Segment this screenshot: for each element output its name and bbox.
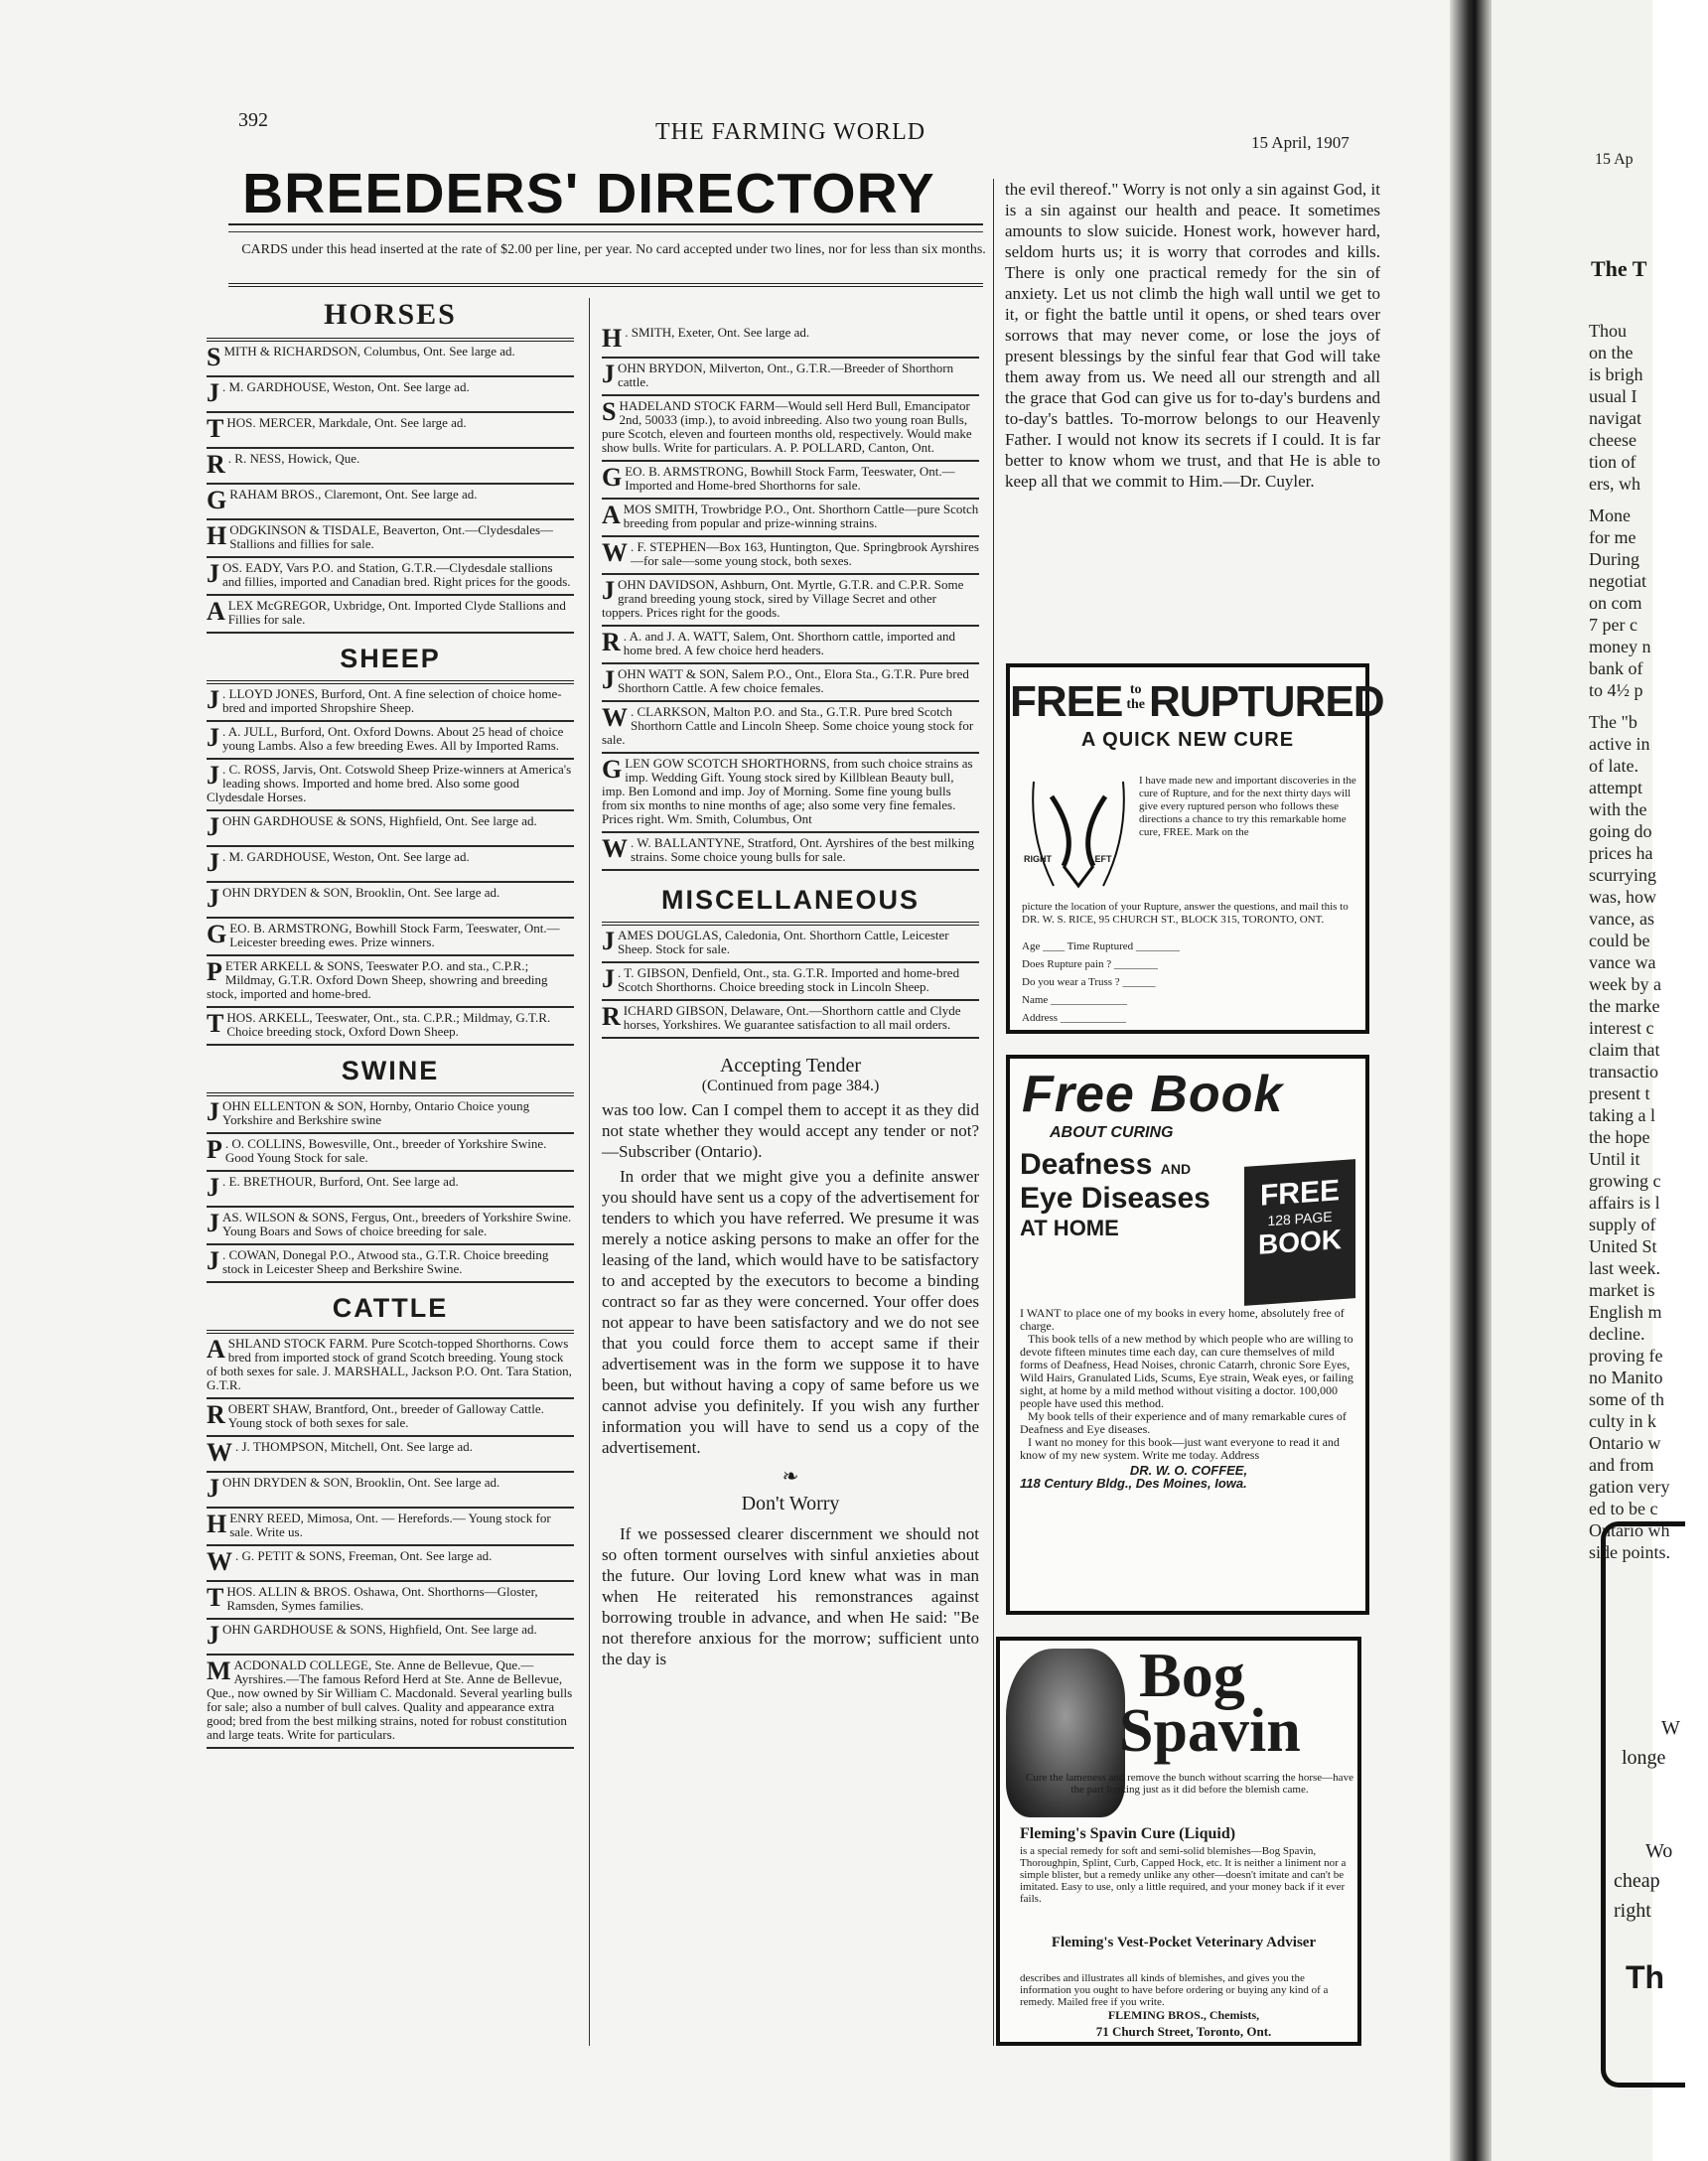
book-free-label: FREE bbox=[1259, 1174, 1340, 1213]
facing-text-line: on com bbox=[1589, 593, 1642, 613]
ad-book-p1: I WANT to place one of my books in every home, absolutely free of charge. bbox=[1020, 1306, 1345, 1333]
initial-letter: J bbox=[207, 761, 219, 790]
entry-text: MITH & RICHARDSON, Columbus, Ont. See large ad. bbox=[223, 344, 515, 359]
cattle-entry bbox=[602, 396, 979, 462]
entry-text: . J. THOMPSON, Mitchell, Ont. See large ad. bbox=[235, 1439, 473, 1454]
ad-book-line-3: AT HOME bbox=[1020, 1216, 1119, 1240]
form-age[interactable]: Age ____ Time Ruptured ________ bbox=[1022, 940, 1180, 952]
entry-text: LEX McGREGOR, Uxbridge, Ont. Imported Clyde Stallions and Fillies for sale. bbox=[227, 598, 566, 627]
entry-text: ODGKINSON & TISDALE, Beaverton, Ont.—Clydesdales—Stallions and fillies for sale. bbox=[229, 522, 554, 551]
initial-letter: J bbox=[207, 559, 219, 588]
facing-page-ad-box bbox=[1601, 1521, 1685, 2088]
section-horses-heading: HORSES bbox=[324, 298, 457, 331]
sheep-list bbox=[207, 684, 574, 1046]
article-tender-para-2: In order that we might give you a definite answer you should have sent us a copy of the advertisement for tenders to which you have referred. We presume it was merely a notice asking persons to make an offer for the leasing of the land, which would have to be satisfactory to and accepted by the executors to become a binding contract so far as they were concerned. Your offer does not appear to have been satisfactory and we do not see that you could force them to accept same if their advertisement was in the form we suppose it to have been, but without having a copy of same before us we cannot advise you definitely. If you wish any further information you will have to send us a copy of the advertisement. bbox=[602, 1167, 979, 1457]
section-rule bbox=[207, 1092, 574, 1096]
initial-letter: R bbox=[602, 628, 621, 656]
facing-text-line: on the bbox=[1589, 343, 1634, 362]
entry-text: . COWAN, Donegal P.O., Atwood sta., G.T.R. Choice breeding stock in Leicester Sheep and Berkshire Swine. bbox=[222, 1247, 549, 1276]
facing-text-line: ed to be c bbox=[1589, 1499, 1658, 1518]
initial-letter: H bbox=[602, 324, 623, 353]
ad-rupture-text-2: picture the location of your Rupture, answer the questions, and mail this to DR. W. S. RICE, 95 CHURCH ST., BLOCK 315, TORONTO, ONT. bbox=[1022, 901, 1349, 926]
book-pages-label: 128 PAGE bbox=[1267, 1208, 1333, 1229]
section-rule bbox=[602, 922, 979, 926]
form-age-label: Age bbox=[1022, 940, 1041, 952]
ad-book-title: Free Book bbox=[1022, 1066, 1284, 1123]
ad-spavin-product: Fleming's Spavin Cure (Liquid) bbox=[1020, 1825, 1236, 1842]
facing-text-line: scurrying bbox=[1589, 865, 1656, 885]
entry-text: . E. BRETHOUR, Burford, Ont. See large ad. bbox=[222, 1174, 459, 1189]
swine-entry bbox=[207, 1172, 574, 1208]
misc-entry bbox=[602, 1001, 979, 1039]
facing-page-date: 15 Ap bbox=[1595, 151, 1634, 168]
article-worry-continued: the evil thereof." Worry is not only a sin against God, it is a sin against our health and peace. It sometimes amounts to slow suicide. Honest work, however hard, seldom hurts us; it is worry that corrodes and kills. There is only one practical remedy for the sin of anxiety. Let us not climb the high wall until we get to it, or fight the battle until it opens, or shed tears over sorrows that may never come, or lose the joys of present blessings by the sinful fear that God will take them away from us. We need all our strength and all the grace that God can give us for to-day's burdens and to-day's battles. To-morrow belongs to our Heavenly Father. I would not know its secrets if I could. It is far better to know whom we trust, and that He is able to keep all that we commit to Him.—Dr. Cuyler. bbox=[1005, 180, 1380, 491]
cattle-entry bbox=[207, 1334, 574, 1399]
entry-text: OHN DAVIDSON, Ashburn, Ont. Myrtle, G.T.R. and C.P.R. Some grand breeding young stock, sired by Village Secret and other toppers. Prices right for the goods. bbox=[602, 577, 964, 620]
sheep-entry bbox=[207, 1008, 574, 1046]
facing-text-line: affairs is l bbox=[1589, 1193, 1660, 1213]
entry-text: OHN DRYDEN & SON, Brooklin, Ont. See large ad. bbox=[222, 885, 500, 900]
horse-entry bbox=[207, 485, 574, 520]
facing-text-line: attempt bbox=[1589, 778, 1642, 797]
ad-rupture-subtitle: A QUICK NEW CURE bbox=[1080, 729, 1295, 751]
directory-title: BREEDERS' DIRECTORY bbox=[242, 162, 935, 225]
entry-text: . F. STEPHEN—Box 163, Huntington, Que. Springbrook Ayrshires—for sale—some young stock, both sexes. bbox=[631, 539, 979, 568]
cattle-entry bbox=[602, 323, 979, 359]
book-icon bbox=[1244, 1159, 1355, 1306]
cattle-list bbox=[207, 1334, 574, 1749]
entry-text: . G. PETIT & SONS, Freeman, Ont. See large ad. bbox=[235, 1548, 493, 1563]
entry-text: OHN GARDHOUSE & SONS, Highfield, Ont. See large ad. bbox=[222, 813, 537, 828]
initial-letter: G bbox=[207, 920, 227, 948]
facing-text-line: Mone bbox=[1589, 505, 1631, 525]
initial-letter: A bbox=[207, 1335, 225, 1364]
initial-letter: J bbox=[207, 685, 219, 714]
entry-text: RAHAM BROS., Claremont, Ont. See large ad. bbox=[229, 487, 478, 502]
entry-text: ETER ARKELL & SONS, Teeswater P.O. and sta., C.P.R.; Mildmay, G.T.R. Oxford Down Sheep, showring and breeding stock, imported and home-bred. bbox=[207, 958, 548, 1001]
facing-text-line: cheese bbox=[1589, 430, 1637, 450]
cattle-entry bbox=[602, 359, 979, 396]
initial-letter: J bbox=[207, 848, 219, 877]
note-rule bbox=[228, 283, 983, 287]
initial-letter: J bbox=[602, 360, 615, 388]
section-sheep-heading: SHEEP bbox=[340, 644, 441, 673]
section-cattle-heading: CATTLE bbox=[332, 1293, 449, 1323]
initial-letter: J bbox=[207, 1621, 219, 1650]
entry-text: OHN DRYDEN & SON, Brooklin, Ont. See large ad. bbox=[222, 1475, 500, 1490]
form-address[interactable]: Address ____________ bbox=[1022, 1012, 1126, 1024]
torso-icon bbox=[1024, 777, 1133, 896]
facing-page bbox=[1492, 0, 1680, 2161]
initial-letter: T bbox=[207, 1009, 224, 1038]
entry-text: OHN WATT & SON, Salem P.O., Ont., Elora Sta., G.T.R. Pure bred Shorthorn Cattle. A few choice females. bbox=[618, 666, 969, 695]
entry-text: . R. NESS, Howick, Que. bbox=[227, 451, 360, 466]
facing-box-wo: Wo bbox=[1645, 1840, 1673, 1862]
sheep-entry bbox=[207, 883, 574, 919]
section-swine-heading: SWINE bbox=[341, 1056, 440, 1085]
facing-text-line: active in bbox=[1589, 734, 1650, 754]
facing-text-line: to 4½ p bbox=[1589, 680, 1643, 700]
entry-text: OS. EADY, Vars P.O. and Station, G.T.R.—Clydesdale stallions and fillies, imported and Canadian bred. Right prices for the goods. bbox=[222, 560, 571, 589]
horses-list bbox=[207, 342, 574, 634]
initial-letter: W bbox=[207, 1547, 232, 1576]
facing-box-longe: longe bbox=[1622, 1747, 1666, 1769]
initial-letter: G bbox=[602, 755, 623, 784]
sheep-entry bbox=[207, 811, 574, 847]
ornament-icon: ❧ bbox=[782, 1466, 799, 1488]
ad-spavin-book: Fleming's Vest-Pocket Veterinary Adviser bbox=[1051, 1935, 1317, 1950]
entry-text: . C. ROSS, Jarvis, Ont. Cotswold Sheep Prize-winners at America's leading shows. Imported and home bred. Also some good Clydesdale Horses. bbox=[207, 762, 572, 804]
initial-letter: A bbox=[207, 597, 225, 626]
initial-letter: W bbox=[207, 1438, 232, 1467]
entry-text: ACDONALD COLLEGE, Ste. Anne de Bellevue, Que.—Ayrshires.—The famous Reford Herd at Ste. Anne de Bellevue, Que., now owned by Sir William C. Macdonald. Several yearling bulls for sale; also a number of bull calves. Quality and appearance extra good; bred from the best milking strains, noted for robust constitution and large teats. Write for particulars. bbox=[207, 1657, 573, 1742]
facing-text-line: was, how bbox=[1589, 887, 1656, 907]
initial-letter: J bbox=[207, 884, 219, 913]
facing-text-line: of late. bbox=[1589, 756, 1638, 776]
initial-letter: T bbox=[207, 414, 224, 443]
cattle-entry bbox=[207, 1399, 574, 1437]
facing-text-line: The "b bbox=[1589, 712, 1637, 732]
form-truss[interactable]: Do you wear a Truss ? ______ bbox=[1022, 976, 1156, 988]
cattle-entry bbox=[602, 537, 979, 575]
facing-text-line: the marke bbox=[1589, 996, 1660, 1016]
entry-text: . W. BALLANTYNE, Stratford, Ont. Ayrshires of the best milking strains. Some choice young bulls for sale. bbox=[631, 835, 975, 864]
entry-text: MOS SMITH, Trowbridge P.O., Ont. Shorthorn Cattle—pure Scotch breeding from popular and prize-winning strains. bbox=[623, 502, 979, 530]
facing-text-line: supply of bbox=[1589, 1215, 1656, 1234]
facing-box-right: right bbox=[1614, 1900, 1651, 1922]
entry-text: . A. JULL, Burford, Ont. Oxford Downs. About 25 head of choice young Lambs. Also a few breeding Ewes. All by Imported Rams. bbox=[222, 724, 564, 753]
ad-rupture-right-label: RIGHT bbox=[1024, 854, 1052, 864]
section-rule bbox=[207, 1330, 574, 1334]
cattle-entry bbox=[207, 1546, 574, 1582]
form-name[interactable]: Name ______________ bbox=[1022, 994, 1128, 1006]
article-worry-heading: Don't Worry bbox=[741, 1493, 840, 1514]
cattle-entry bbox=[602, 702, 979, 754]
initial-letter: J bbox=[602, 665, 615, 694]
entry-text: . T. GIBSON, Denfield, Ont., sta. G.T.R. Imported and home-bred Scotch Shorthorns. Choice breeding stock in Lincoln Sheep. bbox=[618, 965, 960, 994]
facing-text-line: growing c bbox=[1589, 1171, 1661, 1191]
entry-text: . M. GARDHOUSE, Weston, Ont. See large ad. bbox=[222, 379, 470, 394]
cattle-entry bbox=[207, 1473, 574, 1509]
facing-text-line: During bbox=[1589, 549, 1639, 569]
entry-text: . LLOYD JONES, Burford, Ont. A fine selection of choice home-bred and imported Shropshire Sheep. bbox=[222, 686, 562, 715]
entry-text: EO. B. ARMSTRONG, Bowhill Stock Farm, Teeswater, Ont.—Leicester breeding ewes. Prize winners. bbox=[229, 921, 560, 949]
initial-letter: J bbox=[207, 1209, 219, 1237]
facing-text-line: present t bbox=[1589, 1083, 1650, 1103]
ad-book-and: AND bbox=[1160, 1161, 1192, 1177]
cattle-entry bbox=[207, 1582, 574, 1620]
cattle-entry bbox=[602, 833, 979, 871]
entry-text: HOS. MERCER, Markdale, Ont. See large ad. bbox=[226, 415, 467, 430]
entry-text: . O. COLLINS, Bowesville, Ont., breeder of Yorkshire Swine. Good Young Stock for sale. bbox=[224, 1136, 547, 1165]
initial-letter: H bbox=[207, 1510, 227, 1538]
facing-text-line: usual I bbox=[1589, 386, 1637, 406]
facing-text-line: money n bbox=[1589, 637, 1651, 656]
horse-entry bbox=[207, 377, 574, 413]
directory-rate-note: CARDS under this head inserted at the rate of $2.00 per line, per year. No card accepted under two lines, nor for less than six months. bbox=[241, 242, 986, 257]
entry-text: ENRY REED, Mimosa, Ont. — Herefords.— Young stock for sale. Write us. bbox=[229, 1511, 551, 1539]
column-left bbox=[207, 288, 574, 1749]
entry-text: OHN GARDHOUSE & SONS, Highfield, Ont. See large ad. bbox=[222, 1622, 537, 1637]
facing-text-line: prices ha bbox=[1589, 843, 1653, 863]
form-name-label: Name bbox=[1022, 994, 1049, 1006]
facing-text-line: the hope bbox=[1589, 1127, 1650, 1147]
section-misc-heading: MISCELLANEOUS bbox=[660, 885, 920, 915]
facing-box-th: Th bbox=[1626, 1959, 1665, 1995]
cattle-entry bbox=[207, 1509, 574, 1546]
column-middle bbox=[602, 323, 979, 1669]
sheep-entry bbox=[207, 760, 574, 811]
facing-text-line: vance, as bbox=[1589, 909, 1654, 929]
column-rule-1 bbox=[589, 298, 590, 2046]
initial-letter: J bbox=[602, 964, 615, 993]
issue-date: 15 April, 1907 bbox=[1251, 133, 1350, 152]
entry-text: EO. B. ARMSTRONG, Bowhill Stock Farm, Teeswater, Ont.—Imported and Home-bred Shorthorns for sale. bbox=[625, 464, 955, 493]
initial-letter: P bbox=[207, 957, 222, 986]
horse-entry bbox=[207, 449, 574, 485]
ad-rupture-form bbox=[1022, 937, 1220, 1027]
cattle-entry bbox=[602, 664, 979, 702]
ad-spavin-title-2: Spavin bbox=[1119, 1697, 1301, 1765]
initial-letter: J bbox=[207, 1246, 219, 1275]
column-right bbox=[1005, 179, 1380, 492]
misc-entry bbox=[602, 926, 979, 963]
facing-text-line: ers, wh bbox=[1589, 474, 1640, 494]
initial-letter: S bbox=[207, 343, 221, 371]
cattle-entry bbox=[602, 500, 979, 537]
initial-letter: J bbox=[207, 812, 219, 841]
section-rule bbox=[207, 338, 574, 342]
ad-book-line-2: Eye Diseases bbox=[1020, 1182, 1210, 1215]
facing-text-line: for me bbox=[1589, 527, 1637, 547]
cattle-continued-list bbox=[602, 323, 979, 871]
initial-letter: H bbox=[207, 521, 227, 550]
entry-text: . M. GARDHOUSE, Weston, Ont. See large ad. bbox=[222, 849, 470, 864]
entry-text: SHLAND STOCK FARM. Pure Scotch-topped Shorthorns. Cows bred from imported stock of grand Scotch breeding. Young stock of both sexes for sale. J. MARSHALL, Jackson P.O. Ont. Tara Station, G.T.R. bbox=[207, 1336, 572, 1392]
ad-book-deafness: Deafness bbox=[1020, 1148, 1153, 1181]
initial-letter: M bbox=[207, 1657, 231, 1685]
ad-spavin-desc: is a special remedy for soft and semi-solid blemishes—Bog Spavin, Thoroughpin, Splint, Curb, Capped Hock, etc. It is neither a liniment nor a simple blister, but a remedy unlike any other—doesn't imitate and can't be imitated. Easy to use, only a little required, and your money back if it ever fails. bbox=[1020, 1845, 1347, 1905]
ad-rupture-the: the bbox=[1126, 697, 1146, 712]
sheep-entry bbox=[207, 722, 574, 760]
horse-entry bbox=[207, 413, 574, 449]
book-gutter bbox=[1450, 0, 1492, 2161]
ad-spavin-book-desc: describes and illustrates all kinds of blemishes, and gives you the information you ought to have before ordering or buying any kind of a remedy. Mailed free if you write. bbox=[1020, 1972, 1329, 2008]
entry-text: . CLARKSON, Malton P.O. and Sta., G.T.R. Pure bred Scotch Shorthorn Cattle and Lincoln Sheep. Some choice young stock for sale. bbox=[602, 704, 974, 747]
facing-text-line: Ontario w bbox=[1589, 1433, 1661, 1453]
entry-text: OBERT SHAW, Brantford, Ont., breeder of Galloway Cattle. Young stock of both sexes for sale. bbox=[227, 1401, 544, 1430]
article-worry-para-1: If we possessed clearer discernment we should not so often torment ourselves with sinful anxieties about the future. Our loving Lord knew what was in man when He reiterated his remonstrances against borrowing trouble in advance, and when He said: "Be not therefore anxious for the morrow; sufficient unto the day is bbox=[602, 1524, 979, 1668]
initial-letter: J bbox=[602, 576, 615, 605]
ad-book-body bbox=[1020, 1307, 1357, 1490]
rupture-diagram bbox=[1024, 777, 1133, 896]
swine-list bbox=[207, 1096, 574, 1283]
ad-free-book bbox=[1006, 1055, 1369, 1615]
horse-entry bbox=[207, 520, 574, 558]
initial-letter: R bbox=[602, 1002, 621, 1031]
initial-letter: J bbox=[207, 1173, 219, 1202]
facing-box-w: W bbox=[1661, 1717, 1680, 1739]
form-address-label: Address bbox=[1022, 1012, 1059, 1024]
ad-book-address: 118 Century Bldg., Des Moines, Iowa. bbox=[1020, 1476, 1247, 1491]
facing-text-line: vance wa bbox=[1589, 952, 1656, 972]
initial-letter: W bbox=[602, 834, 628, 863]
facing-page-text bbox=[1589, 320, 1708, 1563]
ad-bog-spavin bbox=[996, 1637, 1361, 2046]
initial-letter: J bbox=[602, 927, 615, 955]
facing-text-line: Until it bbox=[1589, 1149, 1640, 1169]
facing-text-line: could be bbox=[1589, 931, 1650, 950]
section-rule bbox=[207, 680, 574, 684]
facing-text-line: tion of bbox=[1589, 452, 1637, 472]
title-rule bbox=[228, 223, 983, 225]
entry-text: AMES DOUGLAS, Caledonia, Ont. Shorthorn Cattle, Leicester Sheep. Stock for sale. bbox=[618, 928, 949, 956]
initial-letter: W bbox=[602, 538, 628, 567]
ad-spavin-intro: Cure the lameness and remove the bunch without scarring the horse—have the part looking just as it did before the blemish came. bbox=[1026, 1772, 1353, 1796]
entry-text: OHN BRYDON, Milverton, Ont., G.T.R.—Breeder of Shorthorn cattle. bbox=[618, 360, 954, 389]
facing-text-line: taking a l bbox=[1589, 1105, 1655, 1125]
form-time-label: Time Ruptured bbox=[1067, 940, 1134, 952]
horse-entry bbox=[207, 558, 574, 596]
article-tender-heading: Accepting Tender bbox=[719, 1055, 862, 1077]
ad-book-signature: DR. W. O. COFFEE, bbox=[1129, 1463, 1248, 1478]
initial-letter: P bbox=[207, 1135, 222, 1164]
swine-entry bbox=[207, 1096, 574, 1134]
misc-entry bbox=[602, 963, 979, 1001]
ad-spavin-firm: FLEMING BROS., Chemists, bbox=[1107, 2008, 1260, 2022]
ad-rupture-title: FREE to the RUPTURED bbox=[1010, 677, 1384, 726]
entry-text: HOS. ALLIN & BROS. Oshawa, Ont. Shorthorns—Gloster, Ramsden, Symes families. bbox=[226, 1584, 538, 1613]
facing-text-line: claim that bbox=[1589, 1040, 1660, 1060]
sheep-entry bbox=[207, 847, 574, 883]
facing-text-line: is brigh bbox=[1589, 364, 1643, 384]
initial-letter: G bbox=[602, 463, 623, 492]
ad-book-p2: This book tells of a new method by which people who are willing to devote fifteen minutes time each day, can cure themselves of mild forms of Deafness, Head Noises, chronic Catarrh, chronic Sore Eyes, Wild Hairs, Granulated Lids, Scums, Eye strain, Weak eyes, or failing sight, at home by a mild method without visiting a doctor. 100,000 people have used this method. bbox=[1020, 1332, 1353, 1410]
entry-text: ICHARD GIBSON, Delaware, Ont.—Shorthorn cattle and Clyde horses, Yorkshires. We guarantee satisfaction to all mail orders. bbox=[623, 1003, 961, 1032]
facing-text-line: week by a bbox=[1589, 974, 1661, 994]
ad-book-p3: My book tells of their experience and of many remarkable cures of Deafness and Eye diseases. bbox=[1020, 1409, 1347, 1436]
initial-letter: A bbox=[602, 501, 621, 529]
initial-letter: J bbox=[207, 378, 219, 407]
cattle-entry bbox=[602, 627, 979, 664]
facing-text-line: decline. bbox=[1589, 1324, 1645, 1344]
initial-letter: T bbox=[207, 1583, 224, 1612]
facing-text-line: English m bbox=[1589, 1302, 1662, 1322]
ad-spavin-title-1: Bog bbox=[1139, 1640, 1245, 1710]
entry-text: LEN GOW SCOTCH SHORTHORNS, from such choice strains as imp. Wedding Gift. Young stock sired by Killblean Beauty bull, imp. Ben Lomond and imp. Joy of Morning. Some fine young bulls from six months to nine months of age; also some very fine females. Prices right. Wm. Smith, Columbus, Ont bbox=[602, 756, 973, 826]
facing-page-heading: The T bbox=[1591, 256, 1647, 281]
title-rule-thin bbox=[228, 231, 983, 232]
entry-text: HOS. ARKELL, Teeswater, Ont., sta. C.P.R.; Mildmay, G.T.R. Choice breeding stock, Oxford Down Sheep. bbox=[226, 1010, 551, 1039]
facing-text-line: culty in k bbox=[1589, 1411, 1656, 1431]
entry-text: OHN ELLENTON & SON, Hornby, Ontario Choice young Yorkshire and Berkshire swine bbox=[222, 1098, 530, 1127]
facing-text-line: Thou bbox=[1589, 321, 1627, 341]
swine-entry bbox=[207, 1208, 574, 1245]
facing-box-cheap: cheap bbox=[1614, 1870, 1660, 1892]
facing-text-line: negotiat bbox=[1589, 571, 1646, 591]
initial-letter: S bbox=[602, 397, 617, 426]
facing-text-line: side points. bbox=[1589, 1542, 1671, 1562]
form-truss-label: Do you wear a Truss ? bbox=[1022, 976, 1120, 988]
ad-spavin-street: 71 Church Street, Toronto, Ont. bbox=[1095, 2024, 1272, 2039]
facing-text-line: interest c bbox=[1589, 1018, 1654, 1038]
swine-entry bbox=[207, 1134, 574, 1172]
cattle-entry bbox=[207, 1437, 574, 1473]
form-pain-label: Does Rupture pain ? bbox=[1022, 958, 1112, 970]
form-pain[interactable]: Does Rupture pain ? ________ bbox=[1022, 958, 1158, 970]
sheep-entry bbox=[207, 956, 574, 1008]
initial-letter: R bbox=[207, 450, 225, 479]
facing-text-line: and from bbox=[1589, 1455, 1654, 1475]
column-rule-2 bbox=[993, 179, 994, 2046]
facing-text-line: bank of bbox=[1589, 658, 1643, 678]
facing-text-line: 7 per c bbox=[1589, 615, 1637, 635]
entry-text: AS. WILSON & SONS, Fergus, Ont., breeders of Yorkshire Swine. Young Boars and Sows of choice breeding for sale. bbox=[222, 1210, 572, 1238]
facing-text-line: Ontario wh bbox=[1589, 1520, 1670, 1540]
facing-text-line: last week. bbox=[1589, 1258, 1660, 1278]
ad-rupture-to: to bbox=[1129, 682, 1142, 697]
ad-book-p4: I want no money for this book—just want everyone to read it and know of my new system. Write me today. Address bbox=[1020, 1435, 1340, 1462]
entry-text: . SMITH, Exeter, Ont. See large ad. bbox=[625, 325, 810, 340]
facing-text-line: with the bbox=[1589, 799, 1647, 819]
initial-letter: W bbox=[602, 703, 628, 732]
initial-letter: R bbox=[207, 1400, 225, 1429]
initial-letter: J bbox=[207, 1474, 219, 1503]
cattle-entry bbox=[207, 1620, 574, 1656]
entry-text: HADELAND STOCK FARM—Would sell Herd Bull, Emancipator 2nd, 50033 (imp.), to avoid inbreeding. Also two young roan Bulls, pure Scotch, eleven and fourteen months old, respectively. Would make show bulls. Write for particulars. A. P. POLLARD, Canton, Ont. bbox=[602, 398, 972, 455]
ad-book-about: ABOUT CURING bbox=[1050, 1124, 1174, 1141]
initial-letter: G bbox=[207, 486, 227, 514]
facing-text-line: proving fe bbox=[1589, 1346, 1663, 1366]
swine-entry bbox=[207, 1245, 574, 1283]
article-tender-para-1: was too low. Can I compel them to accept it as they did not state whether they would accept any tender or not?—Subscriber (Ontario). bbox=[602, 1100, 979, 1161]
horse-entry bbox=[207, 342, 574, 377]
page-number: 392 bbox=[238, 109, 268, 131]
cattle-entry bbox=[602, 575, 979, 627]
article-tender-continued: (Continued from page 384.) bbox=[701, 1078, 880, 1094]
initial-letter: J bbox=[207, 723, 219, 752]
entry-text: . A. and J. A. WATT, Salem, Ont. Shorthorn cattle, imported and home bred. A few choice herd headers. bbox=[623, 629, 956, 657]
facing-text-line: some of th bbox=[1589, 1389, 1664, 1409]
ad-rupture-left-label: LEFT bbox=[1089, 854, 1112, 864]
sheep-entry bbox=[207, 684, 574, 722]
facing-text-line: navigat bbox=[1589, 408, 1641, 428]
ad-free-to-ruptured bbox=[1006, 663, 1384, 1034]
journal-title: THE FARMING WORLD bbox=[655, 119, 926, 145]
cattle-entry bbox=[207, 1656, 574, 1749]
cattle-entry bbox=[602, 462, 979, 500]
facing-text-line: gation very bbox=[1589, 1477, 1670, 1497]
facing-text-line: transactio bbox=[1589, 1062, 1658, 1081]
ad-rupture-text: I have made new and important discoveries in the cure of Rupture, and for the next thirty days will give every ruptured person who follows these directions a chance to try this remarkable home cure, FREE. Mark on the bbox=[1139, 775, 1356, 838]
facing-text-line: no Manito bbox=[1589, 1368, 1663, 1387]
cattle-entry bbox=[602, 754, 979, 833]
misc-list bbox=[602, 926, 979, 1039]
facing-text-line: United St bbox=[1589, 1236, 1657, 1256]
horse-entry bbox=[207, 596, 574, 634]
book-word-label: BOOK bbox=[1258, 1224, 1342, 1260]
facing-text-line: market is bbox=[1589, 1280, 1655, 1300]
initial-letter: J bbox=[207, 1097, 219, 1126]
facing-text-line: going do bbox=[1589, 821, 1652, 841]
sheep-entry bbox=[207, 919, 574, 956]
